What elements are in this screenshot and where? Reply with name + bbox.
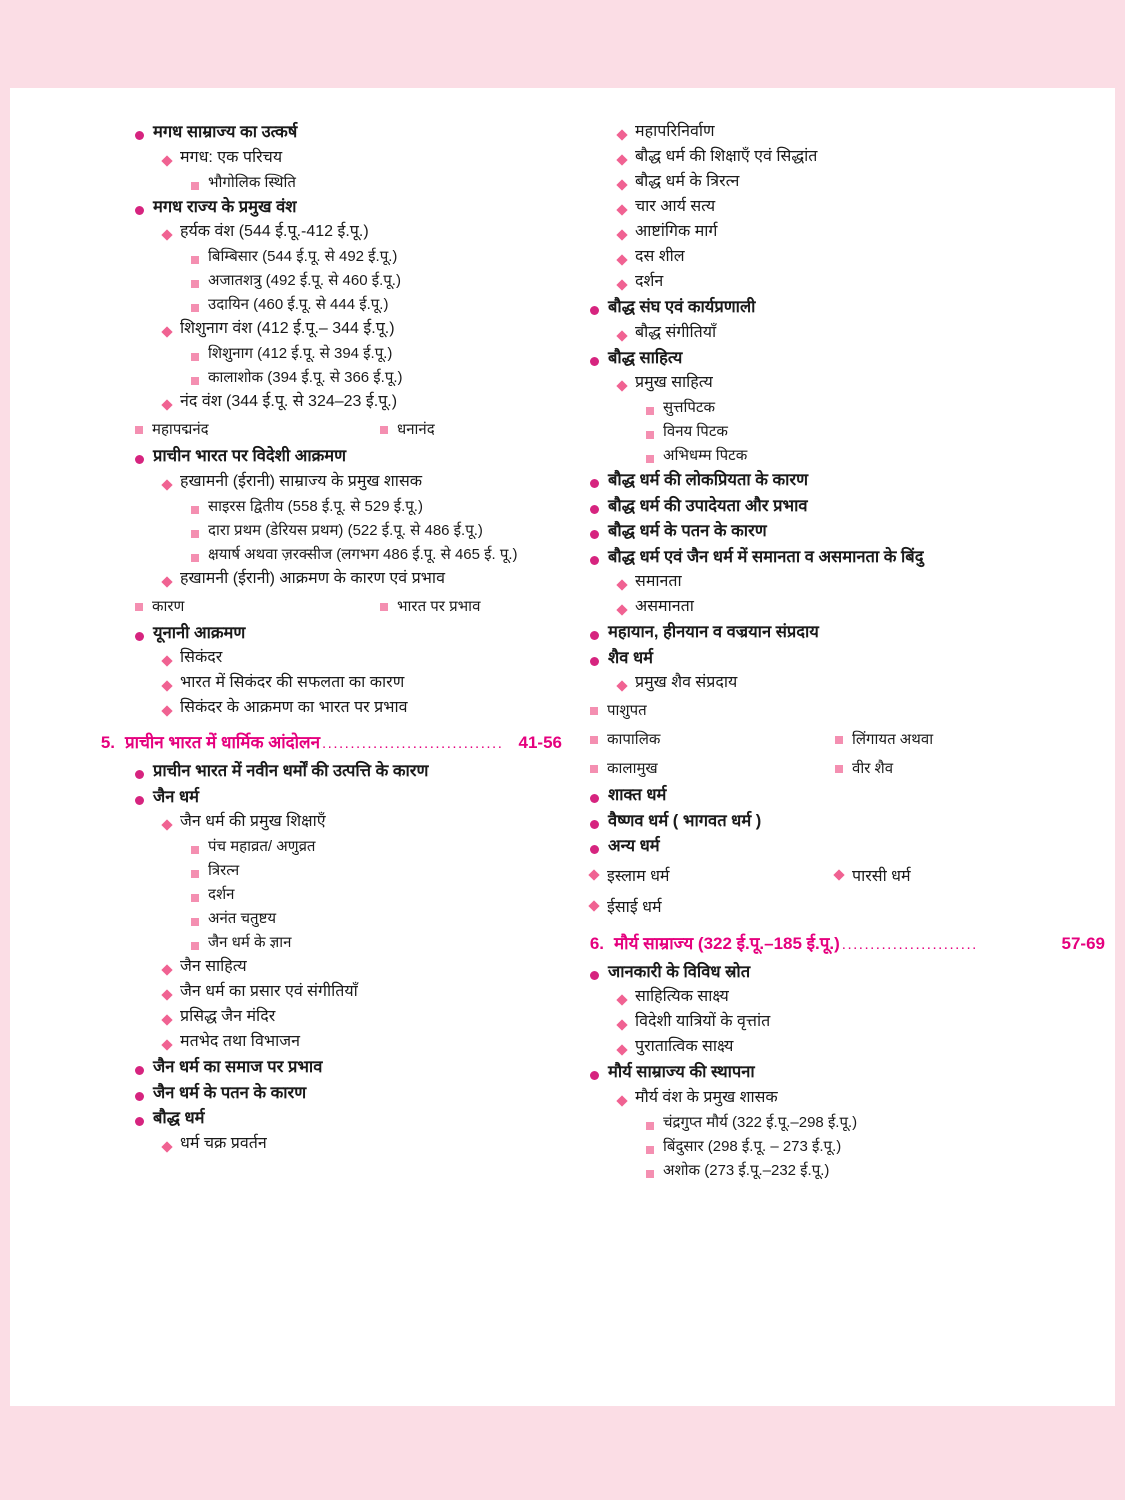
toc-entry-label: त्रिरत्न (208, 862, 240, 879)
toc-entry-label: जैन धर्म (153, 787, 199, 806)
toc-entry[interactable] (646, 424, 1105, 439)
dot-bullet-icon (135, 455, 144, 464)
toc-entry-label: वीर शैव (852, 760, 894, 777)
toc-entry-label: हखामनी (ईरानी) आक्रमण के कारण एवं प्रभाव (180, 569, 445, 587)
toc-entry-label: मगध राज्य के प्रमुख वंश (153, 197, 297, 216)
diamond-bullet-icon (161, 326, 172, 337)
toc-entry[interactable] (135, 1059, 562, 1076)
toc-entry[interactable] (835, 864, 1105, 886)
toc-entry-label: अनंत चतुष्टय (208, 910, 277, 927)
toc-entry-label: मगध साम्राज्य का उत्कर्ष (153, 123, 298, 141)
diamond-bullet-icon (161, 1141, 172, 1152)
toc-entry-label: आष्टांगिक मार्ग (635, 223, 718, 240)
diamond-bullet-icon (616, 380, 627, 391)
toc-entry-label: दारा प्रथम (डेरियस प्रथम) (522 ई.पू. से 486 ई.पू.) (208, 521, 483, 539)
toc-entry-label: शिशुनाग वंश (412 ई.पू.– 344 ई.पू.) (180, 320, 395, 337)
toc-entry-label: हखामनी (ईरानी) साम्राज्य के प्रमुख शासक (180, 472, 423, 490)
toc-entry-label: दर्शन (208, 886, 235, 903)
toc-entry[interactable] (618, 174, 1105, 190)
toc-entry[interactable] (590, 549, 1105, 566)
toc-entry-label: वैष्णव धर्म ( भागवत धर्म ) (608, 811, 762, 830)
dot-bullet-icon (590, 530, 599, 539)
toc-entry[interactable] (163, 224, 562, 240)
toc-entry[interactable] (618, 989, 1105, 1005)
toc-entry-label: क्षयार्ष अथवा ज़रक्सीज (लगभग 486 ई.पू. से 465 ई. पू.) (208, 545, 518, 563)
toc-entry-label: जैन धर्म के पतन के कारण (153, 1083, 307, 1102)
toc-entry[interactable] (590, 498, 1105, 515)
toc-entry-label: बौद्ध धर्म (153, 1109, 205, 1127)
toc-entry-label: अजातशत्रु (492 ई.पू. से 460 ई.पू.) (208, 272, 401, 289)
toc-entry[interactable] (618, 1039, 1105, 1055)
toc-entry[interactable] (135, 789, 562, 806)
toc-entry-label: बौद्ध धर्म एवं जैन धर्म में समानता व असमानता के बिंदु (608, 547, 924, 566)
dot-bullet-icon (135, 1066, 144, 1075)
toc-entry-label: शाक्त धर्म (608, 786, 667, 804)
dot-bullet-icon (590, 479, 599, 488)
square-bullet-icon (590, 765, 598, 773)
toc-entry[interactable] (590, 1064, 1105, 1081)
dot-bullet-icon (590, 1071, 599, 1080)
toc-entry[interactable] (191, 175, 562, 190)
square-bullet-icon (835, 736, 843, 744)
toc-entry[interactable] (163, 675, 562, 691)
toc-entry-label: भारत में सिकंदर की सफलता का कारण (180, 674, 405, 691)
dot-bullet-icon (590, 657, 599, 666)
toc-entry-label: महापरिनिर्वाण (635, 123, 715, 140)
toc-entry[interactable] (163, 984, 562, 1000)
toc-entry[interactable] (618, 375, 1105, 391)
square-bullet-icon (191, 506, 199, 514)
diamond-bullet-icon (161, 819, 172, 830)
toc-entry-pair (590, 864, 1105, 886)
toc-entry-label: प्राचीन भारत में नवीन धर्मों की उत्पत्ति के कारण (153, 762, 429, 780)
toc-entry[interactable] (590, 624, 1105, 641)
toc-entry-pair (135, 419, 562, 439)
diamond-bullet-icon (161, 964, 172, 975)
toc-entry[interactable] (590, 650, 1105, 667)
toc-entry[interactable] (618, 224, 1105, 240)
diamond-bullet-icon (616, 680, 627, 691)
square-bullet-icon (646, 431, 654, 439)
toc-entry-label: बौद्ध धर्म की शिक्षाएँ एवं सिद्धांत (635, 148, 818, 165)
dot-bullet-icon (590, 631, 599, 640)
toc-entry-label: मौर्य वंश के प्रमुख शासक (635, 1088, 778, 1106)
diamond-bullet-icon (616, 229, 627, 240)
toc-entry-pair (135, 596, 562, 616)
toc-entry-label: पाशुपत (607, 702, 647, 719)
toc-entry-label: बौद्ध संगीतियाँ (635, 323, 717, 341)
toc-entry-label: भौगोलिक स्थिति (208, 173, 296, 191)
toc-entry[interactable] (135, 124, 562, 141)
diamond-bullet-icon (616, 279, 627, 290)
toc-entry-pair (590, 758, 1105, 778)
toc-entry[interactable] (646, 400, 1105, 415)
toc-entry-label: प्रमुख साहित्य (635, 374, 713, 391)
toc-entry-label: शैव धर्म (608, 648, 653, 667)
chapter-title: प्राचीन भारत में धार्मिक आंदोलन (125, 733, 321, 752)
dot-bullet-icon (590, 357, 599, 366)
chapter-page-range: 41-56 (518, 733, 562, 752)
toc-entry[interactable] (135, 763, 562, 780)
toc-entry-label: बौद्ध धर्म के त्रिरत्न (635, 173, 740, 190)
diamond-bullet-icon (616, 994, 627, 1005)
diamond-bullet-icon (588, 869, 599, 880)
diamond-bullet-icon (616, 604, 627, 615)
square-bullet-icon (191, 894, 199, 902)
toc-entry[interactable] (163, 321, 562, 337)
toc-entry-label: बौद्ध संघ एवं कार्यप्रणाली (608, 298, 756, 316)
toc-right-column (570, 88, 1115, 1406)
toc-entry-label: महापद्मनंद (152, 421, 209, 438)
toc-entry-label: शिशुनाग (412 ई.पू. से 394 ई.पू.) (208, 345, 393, 362)
document-page (10, 88, 1115, 1406)
square-bullet-icon (191, 870, 199, 878)
dot-bullet-icon (135, 770, 144, 779)
square-bullet-icon (191, 377, 199, 385)
toc-entry[interactable] (618, 124, 1105, 140)
toc-entry[interactable] (618, 1014, 1105, 1030)
square-bullet-icon (135, 603, 143, 611)
toc-entry[interactable] (646, 448, 1105, 463)
square-bullet-icon (191, 846, 199, 854)
toc-entry-label: ईसाई धर्म (607, 898, 662, 916)
toc-entry-label: बौद्ध धर्म की उपादेयता और प्रभाव (608, 496, 808, 515)
toc-entry-label: दस शील (635, 248, 685, 265)
toc-entry[interactable] (191, 863, 562, 878)
toc-entry[interactable] (590, 729, 835, 749)
toc-entry[interactable] (618, 199, 1105, 215)
toc-entry-label: नंद वंश (344 ई.पू. से 324–23 ई.पू.) (180, 393, 398, 410)
square-bullet-icon (646, 407, 654, 415)
toc-entry-label: जानकारी के विविध स्रोत (608, 962, 751, 981)
dot-bullet-icon (135, 1092, 144, 1101)
dot-bullet-icon (135, 1117, 144, 1126)
toc-entry-label: हर्यक वंश (544 ई.पू.-412 ई.पू.) (180, 223, 369, 240)
toc-entry[interactable] (590, 964, 1105, 981)
toc-entry[interactable] (590, 864, 835, 886)
toc-entry-label: चंद्रगुप्त मौर्य (322 ई.पू.–298 ई.पू.) (663, 1113, 858, 1131)
diamond-bullet-icon (161, 705, 172, 716)
toc-entry[interactable] (163, 1009, 562, 1025)
chapter-number: 6. (589, 933, 604, 953)
diamond-bullet-icon (161, 989, 172, 1000)
toc-entry[interactable] (163, 1136, 562, 1152)
toc-entry[interactable] (191, 370, 562, 385)
toc-entry[interactable] (191, 249, 562, 264)
diamond-bullet-icon (161, 576, 172, 587)
dot-bullet-icon (590, 556, 599, 565)
toc-entry[interactable] (646, 1139, 1105, 1154)
toc-entry[interactable] (191, 547, 562, 562)
toc-entry[interactable] (590, 472, 1105, 489)
square-bullet-icon (590, 736, 598, 744)
square-bullet-icon (835, 765, 843, 773)
square-bullet-icon (191, 280, 199, 288)
toc-entry-label: बिम्बिसार (544 ई.पू. से 492 ई.पू.) (208, 248, 398, 265)
toc-entry[interactable] (135, 596, 380, 616)
toc-entry[interactable] (163, 700, 562, 716)
dot-bullet-icon (135, 131, 144, 140)
square-bullet-icon (191, 530, 199, 538)
toc-entry-label: जैन धर्म का प्रसार एवं संगीतियाँ (180, 983, 358, 1000)
toc-entry[interactable] (590, 758, 835, 778)
toc-entry-label: जैन धर्म के ज्ञान (208, 934, 292, 951)
toc-entry[interactable] (590, 787, 1105, 804)
chapter-page-range: 57-69 (1061, 933, 1105, 953)
toc-entry-label: बिंदुसार (298 ई.पू. – 273 ई.पू.) (663, 1137, 842, 1155)
toc-entry-label: महायान, हीनयान व वज्रयान संप्रदाय (608, 623, 819, 641)
toc-entry-label: दर्शन (635, 273, 664, 290)
square-bullet-icon (380, 603, 388, 611)
toc-entry[interactable] (835, 758, 1105, 778)
dot-bullet-icon (590, 845, 599, 854)
toc-entry-pair (590, 729, 1105, 749)
toc-entry-label: प्रसिद्ध जैन मंदिर (180, 1008, 276, 1025)
toc-entry-label: मतभेद तथा विभाजन (180, 1033, 300, 1050)
dot-bullet-icon (590, 971, 599, 980)
toc-entry[interactable] (191, 839, 562, 854)
toc-entry-label: यूनानी आक्रमण (153, 623, 246, 642)
toc-entry[interactable] (163, 150, 562, 166)
toc-entry-label: कारण (152, 597, 185, 615)
toc-entry-label: विदेशी यात्रियों के वृत्तांत (635, 1013, 771, 1030)
square-bullet-icon (646, 1122, 654, 1130)
toc-entry[interactable] (618, 149, 1105, 165)
toc-entry-label: मौर्य साम्राज्य की स्थापना (608, 1063, 755, 1081)
toc-entry[interactable] (618, 325, 1105, 341)
toc-entry[interactable] (590, 838, 1105, 855)
toc-entry-label: सुत्तपिटक (663, 399, 715, 416)
toc-entry-label: कापालिक (607, 731, 661, 748)
square-bullet-icon (191, 304, 199, 312)
toc-entry-label: कालाशोक (394 ई.पू. से 366 ई.पू.) (208, 369, 403, 386)
square-bullet-icon (380, 426, 388, 434)
toc-entry[interactable] (135, 1085, 562, 1102)
diamond-bullet-icon (161, 229, 172, 240)
toc-entry-label: प्रमुख शैव संप्रदाय (635, 674, 738, 691)
diamond-bullet-icon (616, 204, 627, 215)
toc-entry-label: प्राचीन भारत पर विदेशी आक्रमण (153, 447, 347, 465)
toc-entry-label: धर्म चक्र प्रवर्तन (180, 1134, 267, 1152)
dot-bullet-icon (590, 505, 599, 514)
toc-entry-label: कालामुख (607, 760, 658, 777)
square-bullet-icon (191, 942, 199, 950)
diamond-bullet-icon (616, 179, 627, 190)
dot-bullet-icon (590, 794, 599, 803)
toc-entry-label: लिंगायत अथवा (852, 731, 934, 748)
toc-entry[interactable] (618, 599, 1105, 615)
toc-entry-label: उदायिन (460 ई.पू. से 444 ई.पू.) (208, 296, 389, 313)
toc-entry-label: विनय पिटक (663, 423, 728, 440)
dot-bullet-icon (590, 306, 599, 315)
square-bullet-icon (646, 1170, 654, 1178)
toc-entry[interactable] (618, 1090, 1105, 1106)
toc-entry-label: साहित्यिक साक्ष्य (635, 988, 729, 1005)
toc-entry[interactable] (590, 895, 835, 917)
dot-bullet-icon (135, 796, 144, 805)
square-bullet-icon (191, 554, 199, 562)
toc-entry[interactable] (135, 448, 562, 465)
diamond-bullet-icon (161, 1039, 172, 1050)
chapter-heading-5[interactable] (87, 730, 562, 753)
toc-entry[interactable] (618, 274, 1105, 290)
diamond-bullet-icon (161, 680, 172, 691)
toc-entry[interactable] (163, 474, 562, 490)
diamond-bullet-icon (616, 154, 627, 165)
toc-entry[interactable] (590, 299, 1105, 316)
two-column-layout (10, 88, 1115, 1406)
square-bullet-icon (191, 353, 199, 361)
leader-dots: ........................ (841, 935, 978, 953)
diamond-bullet-icon (616, 1019, 627, 1030)
toc-entry[interactable] (646, 1115, 1105, 1130)
toc-entry[interactable] (618, 574, 1105, 590)
toc-entry[interactable] (191, 297, 562, 312)
diamond-bullet-icon (161, 655, 172, 666)
toc-entry-label: बौद्ध धर्म की लोकप्रियता के कारण (608, 471, 809, 489)
toc-entry[interactable] (163, 571, 562, 587)
toc-entry[interactable] (191, 523, 562, 538)
diamond-bullet-icon (616, 254, 627, 265)
square-bullet-icon (135, 426, 143, 434)
toc-entry[interactable] (191, 346, 562, 361)
chapter-number: 5. (100, 733, 115, 752)
square-bullet-icon (191, 256, 199, 264)
toc-entry-label: समानता (635, 573, 682, 590)
toc-entry-label: मगध: एक परिचय (180, 148, 283, 166)
toc-entry-label: असमानता (635, 598, 694, 615)
toc-entry-label: पंच महाव्रत/ अणुव्रत (208, 838, 316, 855)
square-bullet-icon (191, 182, 199, 190)
toc-entry-label: अशोक (273 ई.पू.–232 ई.पू.) (663, 1161, 830, 1179)
toc-entry[interactable] (590, 350, 1105, 367)
diamond-bullet-icon (616, 579, 627, 590)
toc-entry-label: बौद्ध साहित्य (608, 348, 683, 367)
chapter-title: मौर्य साम्राज्य (322 ई.पू.–185 ई.पू.) (614, 933, 840, 953)
square-bullet-icon (646, 1146, 654, 1154)
toc-entry[interactable] (163, 1034, 562, 1050)
toc-entry-label: सिकंदर (180, 649, 223, 666)
dot-bullet-icon (135, 206, 144, 215)
diamond-bullet-icon (616, 129, 627, 140)
diamond-bullet-icon (161, 479, 172, 490)
diamond-bullet-icon (616, 330, 627, 341)
toc-entry[interactable] (191, 273, 562, 288)
square-bullet-icon (646, 455, 654, 463)
toc-entry-label: धनानंद (397, 421, 435, 438)
dot-bullet-icon (135, 632, 144, 641)
toc-entry[interactable] (590, 700, 835, 720)
diamond-bullet-icon (161, 399, 172, 410)
square-bullet-icon (590, 707, 598, 715)
toc-entry[interactable] (135, 419, 380, 439)
toc-entry-pair (590, 700, 1105, 720)
toc-entry-label: सिकंदर के आक्रमण का भारत पर प्रभाव (180, 699, 408, 716)
toc-entry-label: साइरस द्वितीय (558 ई.पू. से 529 ई.पू.) (208, 497, 423, 515)
toc-entry[interactable] (191, 499, 562, 514)
toc-entry-label: पुरातात्विक साक्ष्य (635, 1038, 734, 1055)
toc-entry[interactable] (163, 814, 562, 830)
toc-entry-label: अभिधम्म पिटक (663, 447, 748, 464)
toc-entry-label: अन्य धर्म (608, 837, 660, 855)
toc-left-column (10, 88, 570, 1406)
toc-entry[interactable] (835, 729, 1105, 749)
toc-entry-pair (590, 895, 1105, 917)
diamond-bullet-icon (161, 1014, 172, 1025)
toc-entry[interactable] (646, 1163, 1105, 1178)
toc-entry[interactable] (135, 625, 562, 642)
toc-entry[interactable] (380, 596, 562, 616)
toc-entry[interactable] (590, 523, 1105, 540)
diamond-bullet-icon (161, 155, 172, 166)
dot-bullet-icon (590, 820, 599, 829)
toc-entry[interactable] (380, 419, 562, 439)
toc-entry-label: भारत पर प्रभाव (397, 597, 481, 615)
toc-entry-label: जैन धर्म का समाज पर प्रभाव (153, 1058, 323, 1076)
toc-entry-label: जैन साहित्य (180, 958, 247, 975)
square-bullet-icon (191, 918, 199, 926)
chapter-heading-6[interactable] (576, 931, 1105, 954)
toc-entry-label: बौद्ध धर्म के पतन के कारण (608, 522, 767, 540)
diamond-bullet-icon (616, 1095, 627, 1106)
toc-entry[interactable] (590, 813, 1105, 830)
toc-entry[interactable] (191, 887, 562, 902)
toc-entry-label: जैन धर्म की प्रमुख शिक्षाएँ (180, 813, 326, 830)
toc-entry-label: इस्लाम धर्म (607, 867, 670, 885)
toc-entry[interactable] (135, 199, 562, 216)
toc-entry[interactable] (163, 650, 562, 666)
toc-entry[interactable] (163, 394, 562, 410)
toc-entry[interactable] (191, 911, 562, 926)
toc-entry[interactable] (618, 675, 1105, 691)
toc-entry[interactable] (618, 249, 1105, 265)
diamond-bullet-icon (833, 869, 844, 880)
toc-entry[interactable] (135, 1110, 562, 1127)
toc-entry[interactable] (191, 935, 562, 950)
toc-entry-label: चार आर्य सत्य (635, 198, 716, 215)
leader-dots: ................................ (322, 735, 504, 752)
toc-entry[interactable] (163, 959, 562, 975)
toc-entry-label: पारसी धर्म (852, 867, 911, 885)
diamond-bullet-icon (616, 1044, 627, 1055)
diamond-bullet-icon (588, 900, 599, 911)
